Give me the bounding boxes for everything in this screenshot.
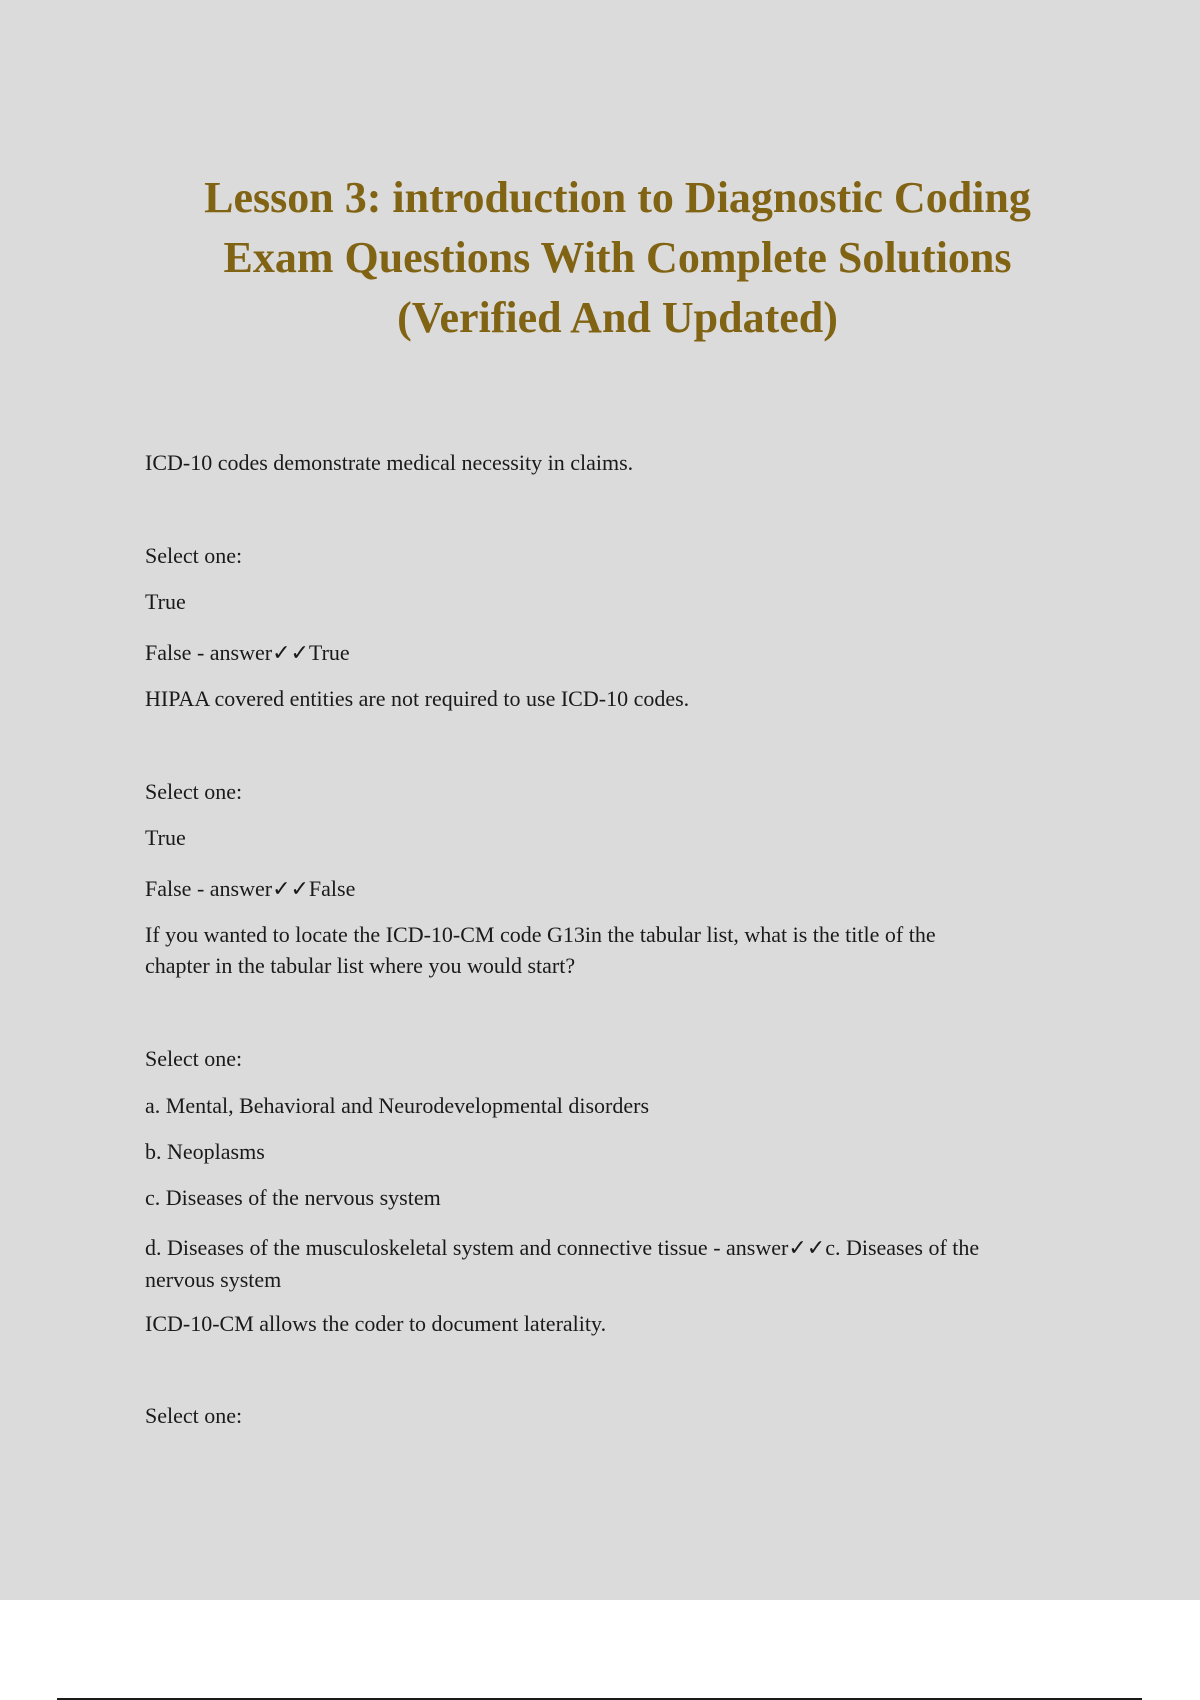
question-1-option-true: True bbox=[145, 589, 186, 614]
title-line-3: (Verified And Updated) bbox=[397, 293, 838, 342]
question-1-select-prompt: Select one: bbox=[145, 543, 243, 568]
question-1-text: ICD-10 codes demonstrate medical necessity in claims. bbox=[145, 450, 634, 475]
document-title bbox=[120, 168, 1115, 348]
question-2-option-false-answer: False - answer✓✓False bbox=[145, 876, 356, 901]
question-3-text-line-2: chapter in the tabular list where you would start? bbox=[145, 953, 576, 978]
question-2-text: HIPAA covered entities are not required to use ICD-10 codes. bbox=[145, 686, 690, 711]
title-line-2: Exam Questions With Complete Solutions bbox=[223, 233, 1012, 282]
question-1-option-false-answer: False - answer✓✓True bbox=[145, 640, 350, 665]
question-3-option-a: a. Mental, Behavioral and Neurodevelopmental disorders bbox=[145, 1093, 650, 1118]
question-4-text: ICD-10-CM allows the coder to document laterality. bbox=[145, 1311, 607, 1336]
question-4-select-prompt: Select one: bbox=[145, 1403, 243, 1428]
question-3-option-d-answer-line-2: nervous system bbox=[145, 1267, 282, 1292]
question-2-select-prompt: Select one: bbox=[145, 779, 243, 804]
question-3-text-line-1: If you wanted to locate the ICD-10-CM code G13in the tabular list, what is the title of the bbox=[145, 922, 936, 947]
question-3-option-d-answer-line-1: d. Diseases of the musculoskeletal system and connective tissue - answer✓✓c. Diseases of the bbox=[145, 1235, 980, 1260]
question-2-option-true: True bbox=[145, 825, 186, 850]
question-3-option-b: b. Neoplasms bbox=[145, 1139, 265, 1164]
question-3-option-c: c. Diseases of the nervous system bbox=[145, 1185, 441, 1210]
title-line-1: Lesson 3: introduction to Diagnostic Coding bbox=[204, 173, 1031, 222]
question-3-select-prompt: Select one: bbox=[145, 1046, 243, 1071]
